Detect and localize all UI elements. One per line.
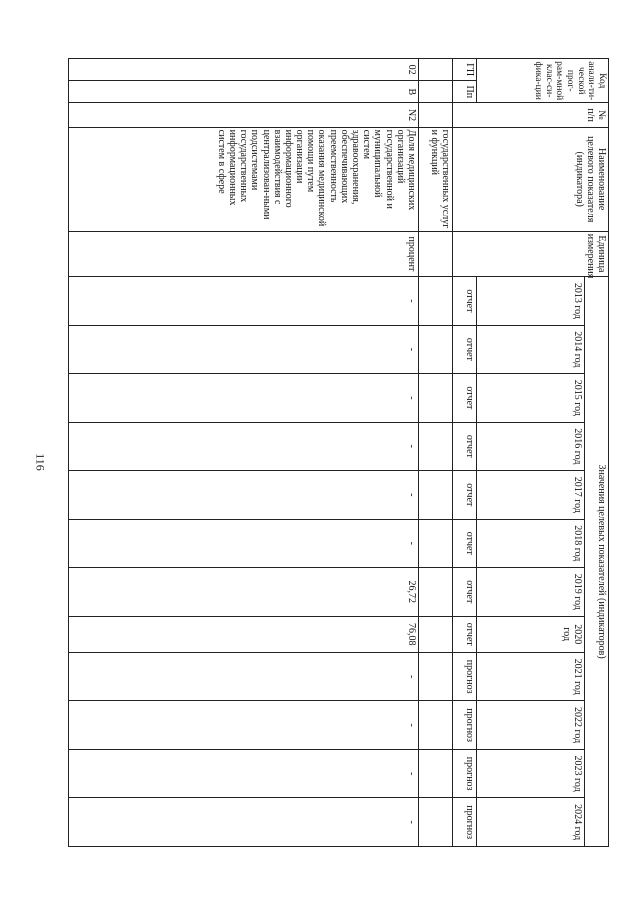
- header-year: 2020 год: [477, 616, 585, 652]
- header-pp: Пп: [453, 81, 477, 103]
- cell-number: N2: [69, 103, 419, 127]
- indicators-table: [68, 58, 609, 847]
- header-number: № п/п: [453, 103, 609, 127]
- header-gp: ГП: [453, 59, 477, 81]
- cell-value: -: [69, 471, 419, 519]
- header-code: Код анали-ти-ческой прог-рам-мной клас-си-фика-ции: [477, 59, 609, 103]
- cell-indicator-name: Доля медицинских организаций государственной и муниципальной систем здравоохранения, обеспечивающих преемственность оказания медицинской помощи путем организации информационного взаимодействия с централизован-ными подсистемами государственных информационных систем в сфере: [69, 127, 419, 231]
- rotated-table-wrapper: [68, 58, 609, 847]
- header-kind: прогноз: [453, 652, 477, 700]
- header-values: Значения целевых показателей (индикаторов): [585, 277, 609, 847]
- header-kind: отчет: [453, 325, 477, 373]
- cell-value: -: [69, 701, 419, 749]
- cell-unit: процент: [69, 231, 419, 276]
- header-year: 2024 год: [477, 798, 585, 847]
- header-kind: отчет: [453, 277, 477, 325]
- header-year: 2014 год: [477, 325, 585, 373]
- cell-value: -: [69, 519, 419, 567]
- header-kind: отчет: [453, 568, 477, 616]
- header-year: 2018 год: [477, 519, 585, 567]
- cell-value: -: [69, 749, 419, 797]
- header-year: 2023 год: [477, 749, 585, 797]
- header-kind: отчет: [453, 519, 477, 567]
- header-kind: прогноз: [453, 798, 477, 847]
- cell-value: -: [69, 325, 419, 373]
- header-kind: отчет: [453, 422, 477, 470]
- header-year: 2013 год: [477, 277, 585, 325]
- cell-value: -: [69, 652, 419, 700]
- header-name: Наименование целевого показателя (индикатора): [453, 127, 609, 231]
- header-year: 2019 год: [477, 568, 585, 616]
- table-row: [419, 59, 453, 847]
- header-kind: отчет: [453, 374, 477, 422]
- cell-value: -: [69, 798, 419, 847]
- header-year: 2015 год: [477, 374, 585, 422]
- page-number: 116: [33, 453, 48, 471]
- cell-value: -: [69, 277, 419, 325]
- header-kind: прогноз: [453, 749, 477, 797]
- cell-pp: В: [69, 81, 419, 103]
- table-row: [69, 59, 419, 847]
- header-unit: Единица измерения: [453, 231, 609, 276]
- cell-value: -: [69, 422, 419, 470]
- header-kind: прогноз: [453, 701, 477, 749]
- cell-value: -: [69, 374, 419, 422]
- header-year: 2022 год: [477, 701, 585, 749]
- continuation-text: государственных услуг и функций: [419, 127, 453, 231]
- header-kind: отчет: [453, 616, 477, 652]
- header-year: 2017 год: [477, 471, 585, 519]
- cell-value: 26,72: [69, 568, 419, 616]
- header-kind: отчет: [453, 471, 477, 519]
- header-year: 2021 год: [477, 652, 585, 700]
- cell-gp: 02: [69, 59, 419, 81]
- cell-value: 76,08: [69, 616, 419, 652]
- header-year: 2016 год: [477, 422, 585, 470]
